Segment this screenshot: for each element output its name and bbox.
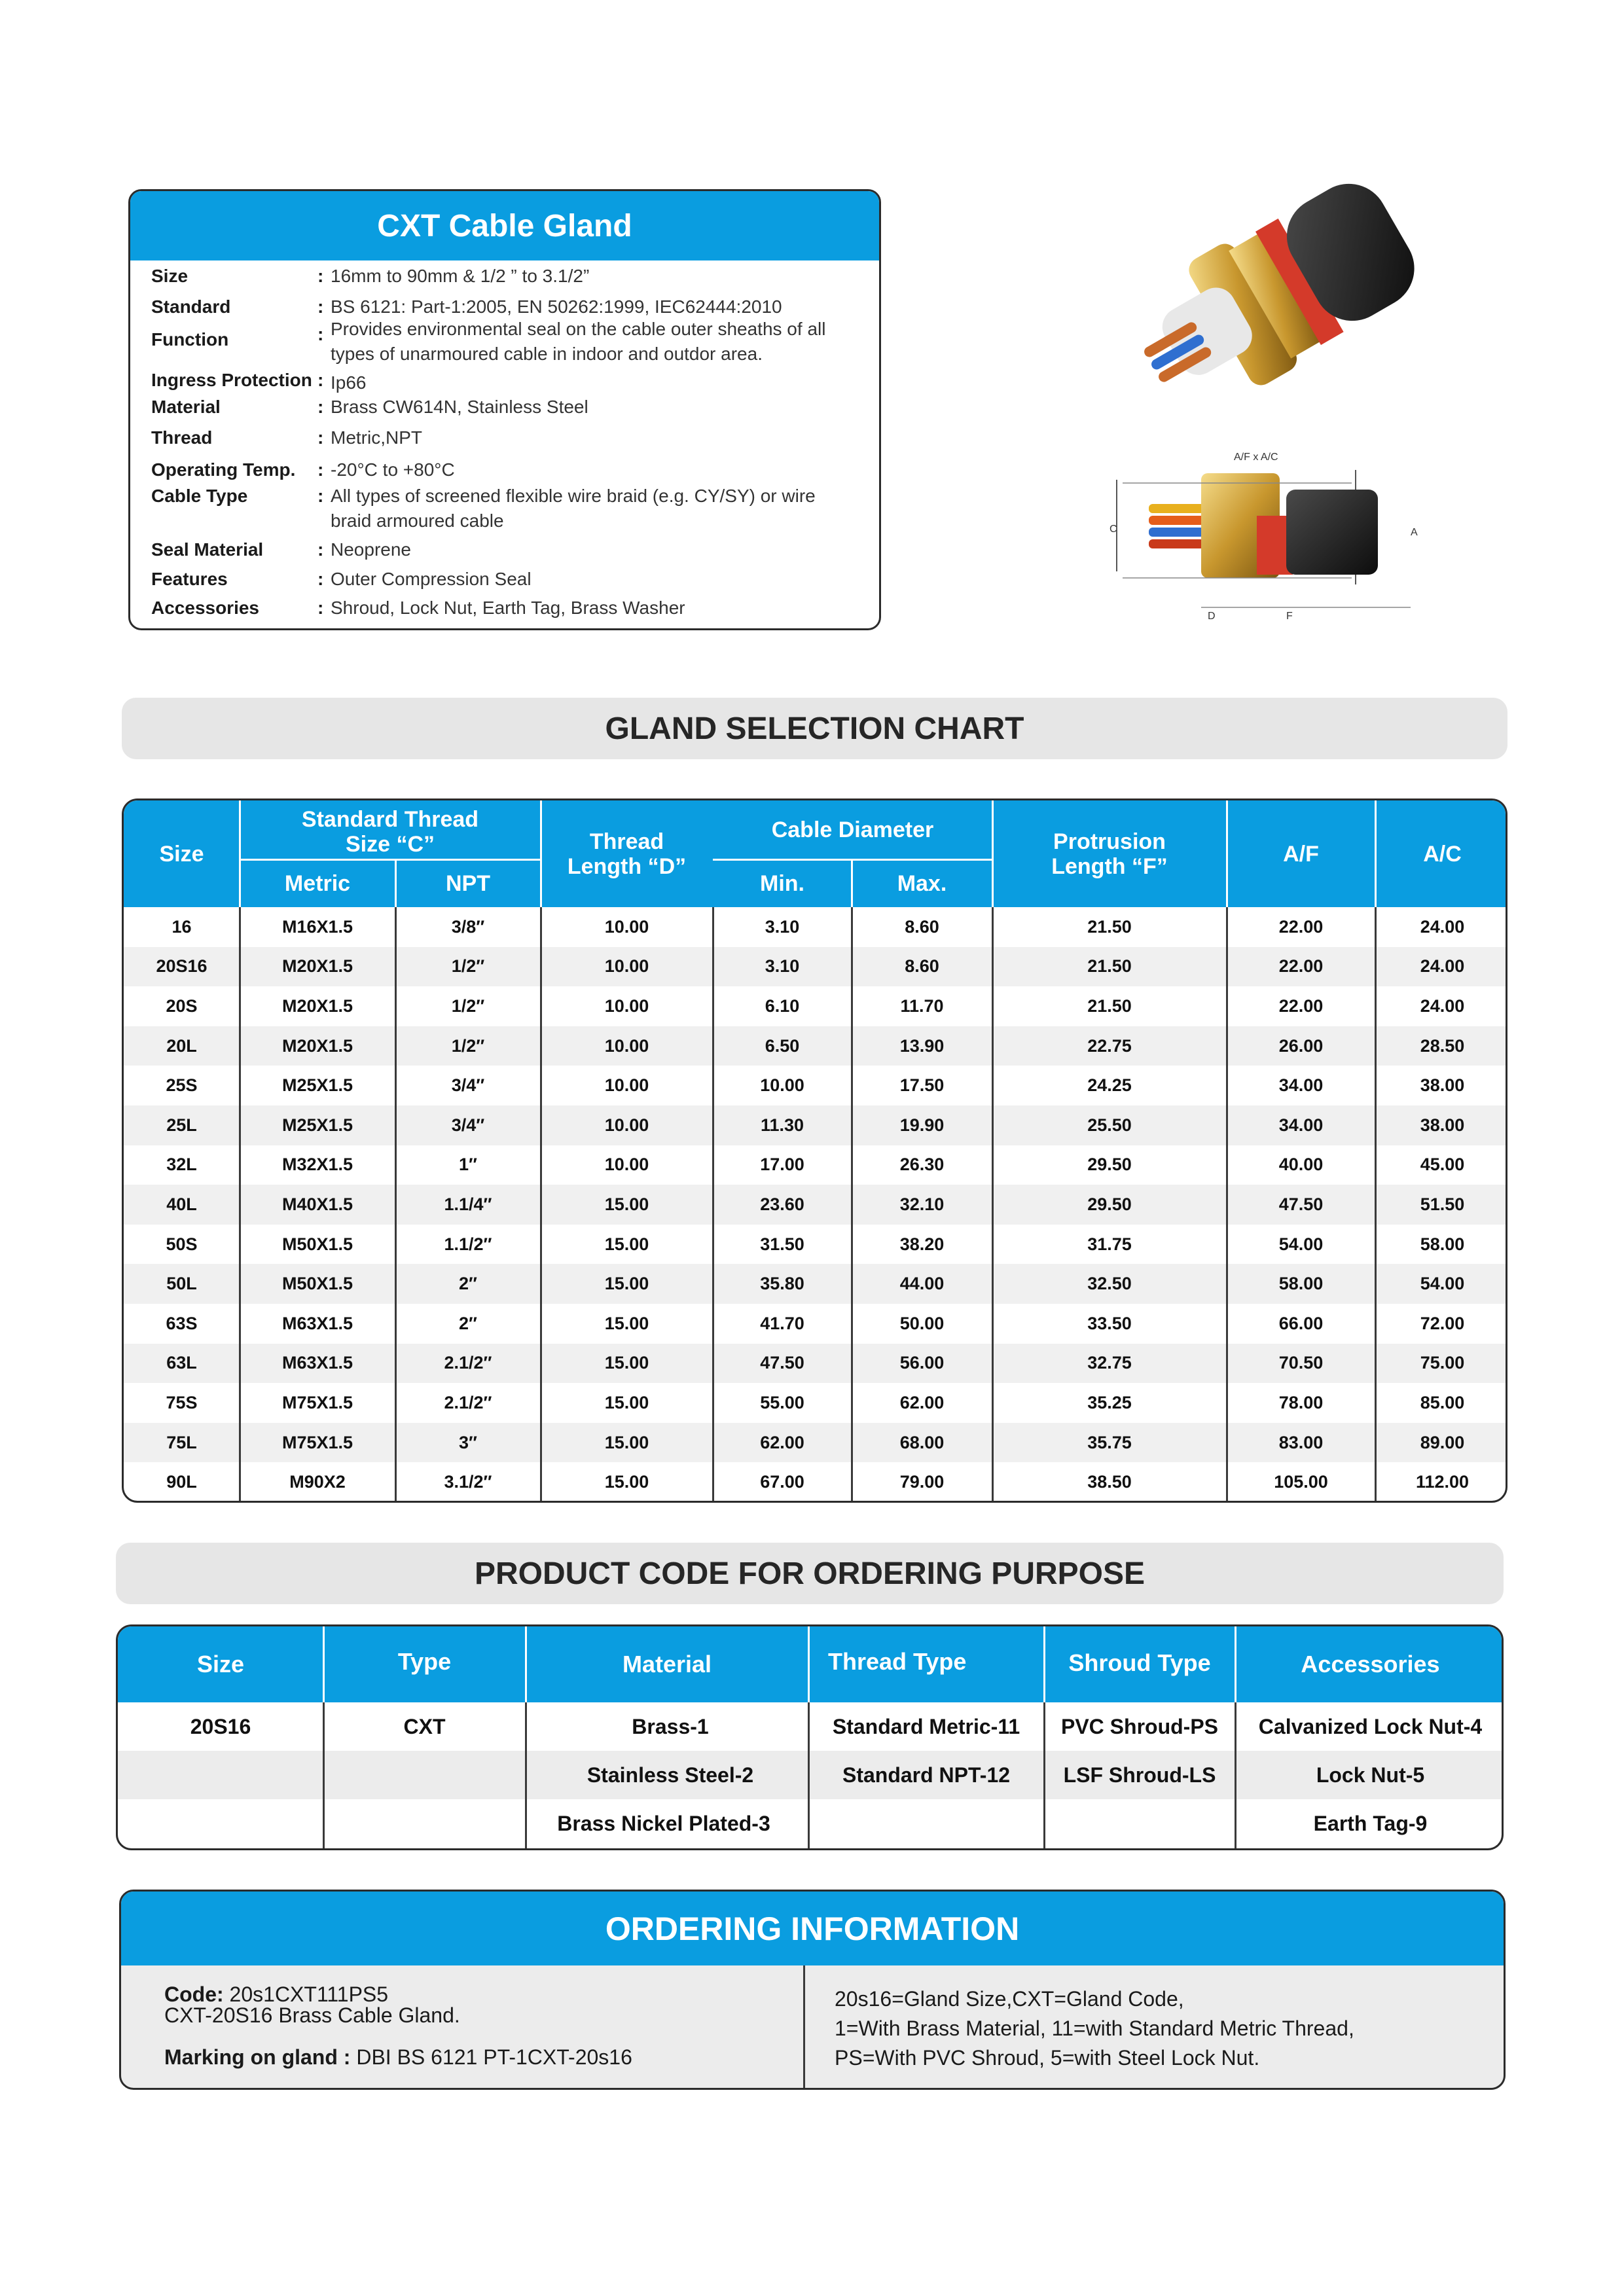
cell-max: 8.60 — [905, 916, 939, 937]
cell-max: 56.00 — [899, 1353, 945, 1373]
cell-size: 25L — [166, 1115, 197, 1135]
cell-size — [118, 1751, 323, 1799]
table-row — [124, 1066, 1506, 1105]
cable-gland-product-image — [1132, 175, 1427, 411]
cell-max: 26.30 — [899, 1155, 945, 1175]
spec-row-cable-type: Cable Type : All types of screened flexible wire braid (e.g. CY/SY) or wire braid armoured cable — [151, 484, 848, 533]
diagram-label-d: D — [1208, 611, 1216, 622]
cell-size: 50S — [166, 1234, 198, 1254]
order-code-description: CXT-20S16 Brass Cable Gland. — [164, 2003, 460, 2027]
spec-row-accessories: Accessories : Shroud, Lock Nut, Earth Tag, Brass Washer — [151, 596, 854, 620]
marking-value: DBI BS 6121 PT-1CXT-20s16 — [356, 2045, 632, 2069]
cell-af: 70.50 — [1278, 1353, 1324, 1373]
header-ac: A/C — [1423, 841, 1462, 867]
spec-value: Neoprene — [331, 539, 411, 560]
cell-max: 19.90 — [899, 1115, 945, 1135]
cell-material: Stainless Steel-2 — [586, 1763, 754, 1787]
cell-protrusion: 35.75 — [1087, 1432, 1132, 1452]
cell-af: 22.00 — [1278, 996, 1324, 1016]
cell-af: 26.00 — [1278, 1035, 1324, 1056]
cell-ac: 89.00 — [1420, 1432, 1465, 1452]
header-size: Size — [196, 1651, 245, 1677]
cell-af: 22.00 — [1278, 956, 1324, 977]
table-row — [124, 1304, 1506, 1344]
cell-type — [323, 1799, 526, 1848]
gland-dimension-diagram — [1110, 444, 1450, 634]
cell-type — [323, 1751, 526, 1799]
spec-row-ingress: Ingress Protection : Ip66 — [151, 368, 854, 395]
cell-size: 63L — [166, 1353, 197, 1373]
cell-protrusion: 31.75 — [1087, 1234, 1132, 1254]
cell-ac: 72.00 — [1420, 1313, 1465, 1333]
cell-protrusion: 35.25 — [1087, 1392, 1132, 1412]
cell-thread-length: 15.00 — [604, 1313, 649, 1333]
cell-max: 32.10 — [899, 1194, 945, 1214]
spec-label: Size — [151, 266, 189, 286]
cell-max: 8.60 — [905, 956, 939, 977]
code-explanation — [835, 1984, 1354, 2073]
cell-thread-type: Standard Metric-11 — [832, 1714, 1020, 1738]
cell-size: 75S — [166, 1392, 198, 1412]
cell-min: 3.10 — [765, 956, 800, 977]
cell-npt: 1/2″ — [451, 996, 485, 1016]
cell-size: 20L — [166, 1035, 197, 1056]
cell-min: 67.00 — [760, 1472, 804, 1492]
cell-thread-length: 15.00 — [604, 1472, 649, 1492]
spec-value: All types of screened flexible wire braid (e.g. CY/SY) or wire braid armoured cable — [331, 486, 816, 531]
spec-label: Ingress Protection — [151, 370, 312, 390]
header-max: Max. — [897, 870, 947, 896]
spec-label: Standard — [151, 296, 231, 317]
cell-thread-length: 15.00 — [604, 1353, 649, 1373]
order-code-value: 20s1CXT111PS5 — [229, 1982, 389, 2006]
cell-ac: 45.00 — [1420, 1155, 1465, 1175]
cell-size: 40L — [166, 1194, 197, 1214]
spec-label: Function — [151, 329, 229, 350]
cell-min: 11.30 — [760, 1115, 804, 1135]
cell-npt: 3.1/2″ — [444, 1472, 492, 1492]
table-row — [124, 1462, 1506, 1502]
spec-card — [128, 189, 881, 630]
cell-ac: 24.00 — [1420, 916, 1465, 937]
cell-min: 10.00 — [760, 1075, 804, 1096]
spec-value: -20°C to +80°C — [331, 459, 455, 480]
cell-metric: M50X1.5 — [281, 1274, 353, 1294]
cell-thread-type: Standard NPT-12 — [842, 1763, 1011, 1787]
spec-label: Cable Type — [151, 486, 248, 506]
spec-row-temp: Operating Temp. : -20°C to +80°C — [151, 457, 854, 482]
table-row — [124, 1383, 1506, 1423]
cell-ac: 58.00 — [1420, 1234, 1465, 1254]
cell-max: 11.70 — [900, 996, 944, 1016]
cell-metric: M25X1.5 — [281, 1075, 353, 1096]
diagram-label-f: F — [1286, 611, 1293, 622]
ordering-info-title: ORDERING INFORMATION — [121, 1892, 1504, 1965]
cell-protrusion: 24.25 — [1087, 1075, 1132, 1096]
cell-thread-length: 10.00 — [604, 916, 649, 937]
spec-value: Brass CW614N, Stainless Steel — [331, 397, 588, 417]
cell-npt: 2.1/2″ — [444, 1353, 492, 1373]
cell-min: 55.00 — [760, 1392, 804, 1412]
cell-af: 34.00 — [1278, 1115, 1324, 1135]
cell-metric: M40X1.5 — [281, 1194, 353, 1214]
header-accessories: Accessories — [1301, 1651, 1440, 1677]
cell-thread-length: 10.00 — [604, 956, 649, 977]
cell-npt: 1/2″ — [451, 1035, 485, 1056]
cell-ac: 51.50 — [1420, 1194, 1465, 1214]
cell-size: 16 — [171, 916, 192, 937]
table-row — [124, 1264, 1506, 1304]
cell-max: 44.00 — [899, 1274, 945, 1294]
spec-row-size: Size : 16mm to 90mm & 1/2 ” to 3.1/2” — [151, 264, 854, 289]
spec-label: Seal Material — [151, 539, 264, 560]
cell-npt: 1/2″ — [451, 956, 485, 977]
cell-shroud-type: LSF Shroud-LS — [1063, 1763, 1216, 1787]
spec-label: Material — [151, 397, 221, 417]
spec-value: Metric,NPT — [331, 427, 422, 448]
cell-min: 31.50 — [760, 1234, 804, 1254]
cell-min: 62.00 — [760, 1432, 804, 1452]
cell-protrusion: 38.50 — [1087, 1472, 1132, 1492]
cell-ac: 85.00 — [1420, 1392, 1465, 1412]
spec-value: 16mm to 90mm & 1/2 ” to 3.1/2” — [331, 266, 590, 286]
cell-metric: M20X1.5 — [281, 1035, 353, 1056]
gland-selection-table — [122, 798, 1507, 1503]
header-af: A/F — [1283, 841, 1319, 867]
cell-metric: M20X1.5 — [281, 996, 353, 1016]
cell-npt: 2″ — [459, 1274, 477, 1294]
cell-af: 54.00 — [1278, 1234, 1324, 1254]
header-min: Min. — [760, 870, 804, 896]
cell-thread-length: 15.00 — [604, 1432, 649, 1452]
cell-thread-length: 10.00 — [604, 996, 649, 1016]
explain-line: PS=With PVC Shroud, 5=with Steel Lock Nut. — [835, 2046, 1260, 2070]
header-type: Type — [397, 1648, 452, 1675]
spec-row-seal: Seal Material : Neoprene — [151, 537, 854, 562]
cell-max: 17.50 — [899, 1075, 945, 1096]
cell-metric: M90X2 — [289, 1472, 346, 1492]
cell-af: 83.00 — [1278, 1432, 1324, 1452]
diagram-label-a: A — [1411, 527, 1418, 538]
product-code-header — [118, 1626, 1502, 1702]
cell-material: Brass Nickel Plated-3 — [557, 1811, 770, 1835]
cell-ac: 38.00 — [1420, 1115, 1465, 1135]
cell-ac: 38.00 — [1420, 1075, 1465, 1096]
cell-metric: M50X1.5 — [281, 1234, 353, 1254]
cell-thread-length: 15.00 — [604, 1392, 649, 1412]
explain-line: 20s16=Gland Size,CXT=Gland Code, — [835, 1987, 1184, 2011]
cell-min: 17.00 — [760, 1155, 804, 1175]
spec-label: Accessories — [151, 598, 260, 618]
spec-row-thread: Thread : Metric,NPT — [151, 425, 854, 450]
cell-max: 13.90 — [899, 1035, 945, 1056]
header-npt: NPT — [446, 870, 490, 896]
cell-size: 20S16 — [156, 956, 208, 977]
spec-value: BS 6121: Part-1:2005, EN 50262:1999, IEC62444:2010 — [331, 296, 782, 317]
cell-size: 75L — [166, 1432, 197, 1452]
spec-label: Features — [151, 569, 228, 589]
cell-max: 50.00 — [899, 1313, 945, 1333]
header-standard-thread: Standard Thread Size “C” — [301, 807, 479, 857]
spec-value: Shroud, Lock Nut, Earth Tag, Brass Washer — [331, 598, 685, 618]
cell-accessories: Lock Nut-5 — [1316, 1763, 1425, 1787]
cell-thread-type — [808, 1799, 1044, 1848]
table-row — [124, 947, 1506, 987]
cell-protrusion: 22.75 — [1087, 1035, 1132, 1056]
cell-thread-length: 10.00 — [604, 1115, 649, 1135]
spec-label: Thread — [151, 427, 213, 448]
cell-metric: M63X1.5 — [281, 1313, 353, 1333]
cell-npt: 3/4″ — [451, 1075, 485, 1096]
product-code-table — [116, 1624, 1504, 1850]
cell-min: 35.80 — [760, 1274, 804, 1294]
product-code-row — [118, 1702, 1502, 1751]
cell-metric: M25X1.5 — [281, 1115, 353, 1135]
cell-npt: 2.1/2″ — [444, 1392, 492, 1412]
header-shroud-type: Shroud Type — [1068, 1649, 1211, 1676]
cell-protrusion: 21.50 — [1087, 956, 1132, 977]
cell-min: 3.10 — [765, 916, 800, 937]
spec-label: Operating Temp. — [151, 459, 296, 480]
order-code-label: Code: — [164, 1982, 224, 2006]
cell-protrusion: 32.75 — [1087, 1353, 1132, 1373]
cell-accessories: Earth Tag-9 — [1313, 1811, 1428, 1835]
header-protrusion: Protrusion Length “F” — [1051, 829, 1168, 879]
cell-max: 38.20 — [899, 1234, 945, 1254]
cell-ac: 28.50 — [1420, 1035, 1465, 1056]
cell-material: Brass-1 — [632, 1714, 709, 1738]
cell-min: 6.10 — [765, 996, 800, 1016]
cell-metric: M16X1.5 — [281, 916, 353, 937]
marking-label: Marking on gland : — [164, 2045, 351, 2069]
table-row — [124, 1185, 1506, 1225]
table-row — [124, 1145, 1506, 1185]
cell-af: 78.00 — [1278, 1392, 1324, 1412]
cell-type: CXT — [403, 1714, 446, 1738]
cell-size: 63S — [166, 1313, 198, 1333]
table-row — [124, 1423, 1506, 1463]
cell-max: 68.00 — [899, 1432, 945, 1452]
table-row — [124, 907, 1506, 947]
cell-npt: 1.1/4″ — [444, 1194, 492, 1214]
cell-ac: 24.00 — [1420, 956, 1465, 977]
cell-af: 34.00 — [1278, 1075, 1324, 1096]
header-metric: Metric — [284, 870, 351, 896]
cell-af: 66.00 — [1278, 1313, 1324, 1333]
cell-ac: 24.00 — [1420, 996, 1465, 1016]
product-code-row — [118, 1799, 1502, 1848]
table-row — [124, 1344, 1506, 1384]
cell-thread-length: 15.00 — [604, 1274, 649, 1294]
cell-ac: 54.00 — [1420, 1274, 1465, 1294]
spec-value: Ip66 — [331, 372, 367, 393]
cell-thread-length: 15.00 — [604, 1194, 649, 1214]
cell-protrusion: 21.50 — [1087, 996, 1132, 1016]
cell-af: 58.00 — [1278, 1274, 1324, 1294]
cell-size: 50L — [166, 1274, 197, 1294]
explain-line: 1=With Brass Material, 11=with Standard Metric Thread, — [835, 2017, 1354, 2040]
cell-max: 79.00 — [899, 1472, 945, 1492]
cell-npt: 1.1/2″ — [444, 1234, 492, 1254]
spec-value: Provides environmental seal on the cable outer sheaths of all types of unarmoured cable in indoor and outdor area. — [331, 319, 826, 364]
cell-protrusion: 25.50 — [1087, 1115, 1132, 1135]
header-cable-diameter: Cable Diameter — [771, 817, 934, 842]
header-thread-length: Thread Length “D” — [567, 829, 687, 879]
cell-metric: M20X1.5 — [281, 956, 353, 977]
cell-size: 90L — [166, 1472, 197, 1492]
cell-protrusion: 29.50 — [1087, 1194, 1132, 1214]
cell-min: 41.70 — [760, 1313, 804, 1333]
cell-min: 23.60 — [760, 1194, 804, 1214]
cell-thread-length: 15.00 — [604, 1234, 649, 1254]
cell-metric: M32X1.5 — [281, 1155, 353, 1175]
gland-selection-title: GLAND SELECTION CHART — [122, 698, 1507, 759]
cell-af: 105.00 — [1274, 1472, 1328, 1492]
cell-shroud-type: PVC Shroud-PS — [1060, 1714, 1218, 1738]
spec-row-material: Material : Brass CW614N, Stainless Steel — [151, 395, 854, 420]
header-material: Material — [622, 1651, 712, 1677]
cell-size: 32L — [166, 1155, 197, 1175]
diagram-label-c: C — [1110, 524, 1117, 535]
cell-metric: M75X1.5 — [281, 1392, 353, 1412]
cell-shroud-type — [1044, 1799, 1235, 1848]
cell-ac: 112.00 — [1415, 1472, 1470, 1492]
cell-protrusion: 32.50 — [1087, 1274, 1132, 1294]
cell-thread-length: 10.00 — [604, 1155, 649, 1175]
product-code-row — [118, 1751, 1502, 1799]
cell-min: 47.50 — [760, 1353, 804, 1373]
cell-npt: 1″ — [459, 1155, 477, 1175]
cell-af: 22.00 — [1278, 916, 1324, 937]
product-code-title: PRODUCT CODE FOR ORDERING PURPOSE — [116, 1543, 1504, 1604]
spec-card-title: CXT Cable Gland — [130, 191, 879, 260]
cell-size: 20S16 — [190, 1714, 251, 1738]
gland-table-header — [124, 800, 1506, 907]
cell-size: 25S — [166, 1075, 198, 1096]
cell-thread-length: 10.00 — [604, 1075, 649, 1096]
diagram-label-af-ac: A/F x A/C — [1234, 452, 1278, 463]
table-row — [124, 1105, 1506, 1145]
table-row — [124, 986, 1506, 1026]
cell-npt: 2″ — [459, 1313, 477, 1333]
cell-npt: 3/4″ — [451, 1115, 485, 1135]
cell-accessories: Calvanized Lock Nut-4 — [1258, 1714, 1483, 1738]
spec-row-standard: Standard : BS 6121: Part-1:2005, EN 50262:1999, IEC62444:2010 — [151, 295, 854, 319]
cell-size — [118, 1799, 323, 1848]
header-size: Size — [159, 841, 204, 867]
cell-ac: 75.00 — [1420, 1353, 1465, 1373]
cell-metric: M63X1.5 — [281, 1353, 353, 1373]
cell-npt: 3/8″ — [451, 916, 485, 937]
table-row — [124, 1225, 1506, 1265]
cell-af: 40.00 — [1278, 1155, 1324, 1175]
spec-row-features: Features : Outer Compression Seal — [151, 567, 854, 592]
cell-metric: M75X1.5 — [281, 1432, 353, 1452]
cell-max: 62.00 — [899, 1392, 945, 1412]
cell-npt: 3″ — [459, 1432, 477, 1452]
cell-thread-length: 10.00 — [604, 1035, 649, 1056]
spec-value: Outer Compression Seal — [331, 569, 532, 589]
cell-protrusion: 29.50 — [1087, 1155, 1132, 1175]
cell-protrusion: 21.50 — [1087, 916, 1132, 937]
cell-min: 6.50 — [765, 1035, 800, 1056]
cell-size: 20S — [166, 996, 198, 1016]
spec-row-function: Function : Provides environmental seal on the cable outer sheaths of all types of unarmoured cable in indoor and outdor area. — [151, 317, 828, 367]
cell-af: 47.50 — [1278, 1194, 1324, 1214]
header-thread-type: Thread Type — [828, 1648, 967, 1675]
ordering-info-card — [119, 1890, 1506, 2090]
table-row — [124, 1026, 1506, 1066]
marking-line — [164, 2045, 632, 2070]
cell-protrusion: 33.50 — [1087, 1313, 1132, 1333]
